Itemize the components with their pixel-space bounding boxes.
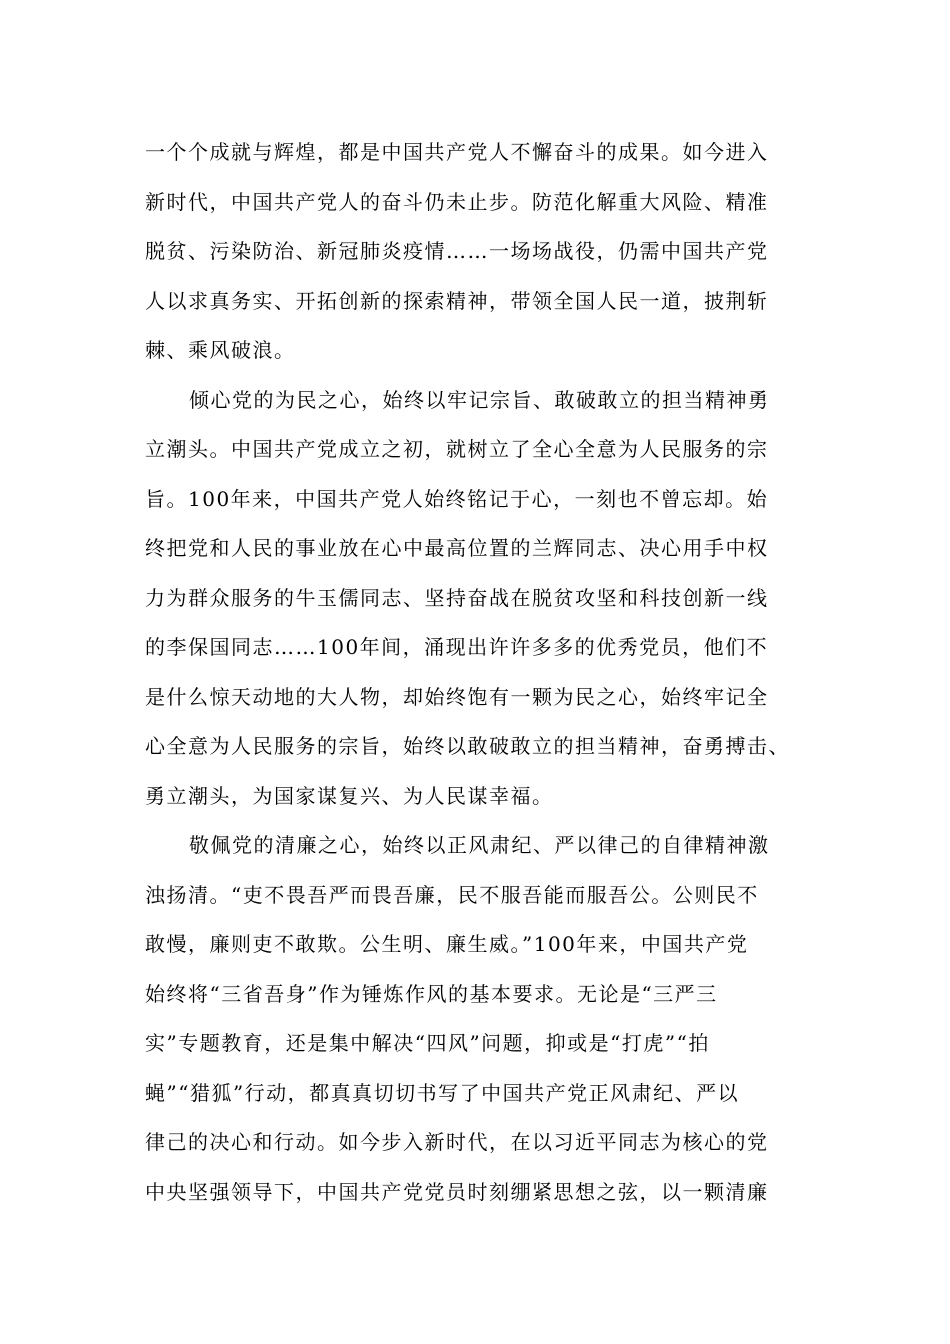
text-line: 脱贫、污染防治、新冠肺炎疫情……一场场战役，仍需中国共产党 (145, 239, 769, 263)
text-line: 勇立潮头，为国家谋复兴、为人民谋幸福。 (145, 783, 554, 808)
text-line: 新时代，中国共产党人的奋斗仍未止步。防范化解重大风险、精准 (145, 189, 769, 214)
text-line: 的李保国同志……100年间，涌现出许许多多的优秀党员，他们不 (145, 635, 769, 659)
text-line: 实”专题教育，还是集中解决“四风”问题，抑或是“打虎”“拍 (145, 1031, 710, 1055)
text-line: 是什么惊天动地的大人物，却始终饱有一颗为民之心，始终牢记全 (145, 684, 769, 709)
text-line: 敢慢，廉则吏不敢欺。公生明、廉生威。”100年来，中国共产党 (145, 932, 749, 956)
text-line: 蝇”“猎狐”行动，都真真切切书写了中国共产党正风肃纪、严以 (145, 1080, 740, 1105)
document-body (145, 128, 805, 1217)
text-line: 浊扬清。“吏不畏吾严而畏吾廉，民不服吾能而服吾公。公则民不 (145, 882, 759, 907)
text-line: 心全意为人民服务的宗旨，始终以敢破敢立的担当精神，奋勇搏击、 (145, 734, 790, 758)
text-line: 律己的决心和行动。如今步入新时代，在以习近平同志为核心的党 (145, 1130, 769, 1154)
text-line: 敬佩党的清廉之心，始终以正风肃纪、严以律己的自律精神激 (189, 833, 770, 857)
text-line: 中央坚强领导下，中国共产党党员时刻绷紧思想之弦，以一颗清廉 (145, 1179, 769, 1204)
text-line: 棘、乘风破浪。 (145, 338, 296, 362)
text-line: 力为群众服务的牛玉儒同志、坚持奋战在脱贫攻坚和科技创新一线 (145, 585, 769, 610)
text-line: 旨。100年来，中国共产党人始终铭记于心，一刻也不曾忘却。始 (145, 486, 769, 511)
text-line: 终把党和人民的事业放在心中最高位置的兰辉同志、决心用手中权 (145, 536, 769, 560)
text-line: 倾心党的为民之心，始终以牢记宗旨、敢破敢立的担当精神勇 (189, 387, 770, 412)
text-line: 人以求真务实、开拓创新的探索精神，带领全国人民一道，披荆斩 (145, 288, 769, 313)
text-line: 一个个成就与辉煌，都是中国共产党人不懈奋斗的成果。如今进入 (145, 140, 769, 164)
text-line: 立潮头。中国共产党成立之初，就树立了全心全意为人民服务的宗 (145, 437, 769, 461)
text-line: 始终将“三省吾身”作为锤炼作风的基本要求。无论是“三严三 (145, 981, 718, 1006)
